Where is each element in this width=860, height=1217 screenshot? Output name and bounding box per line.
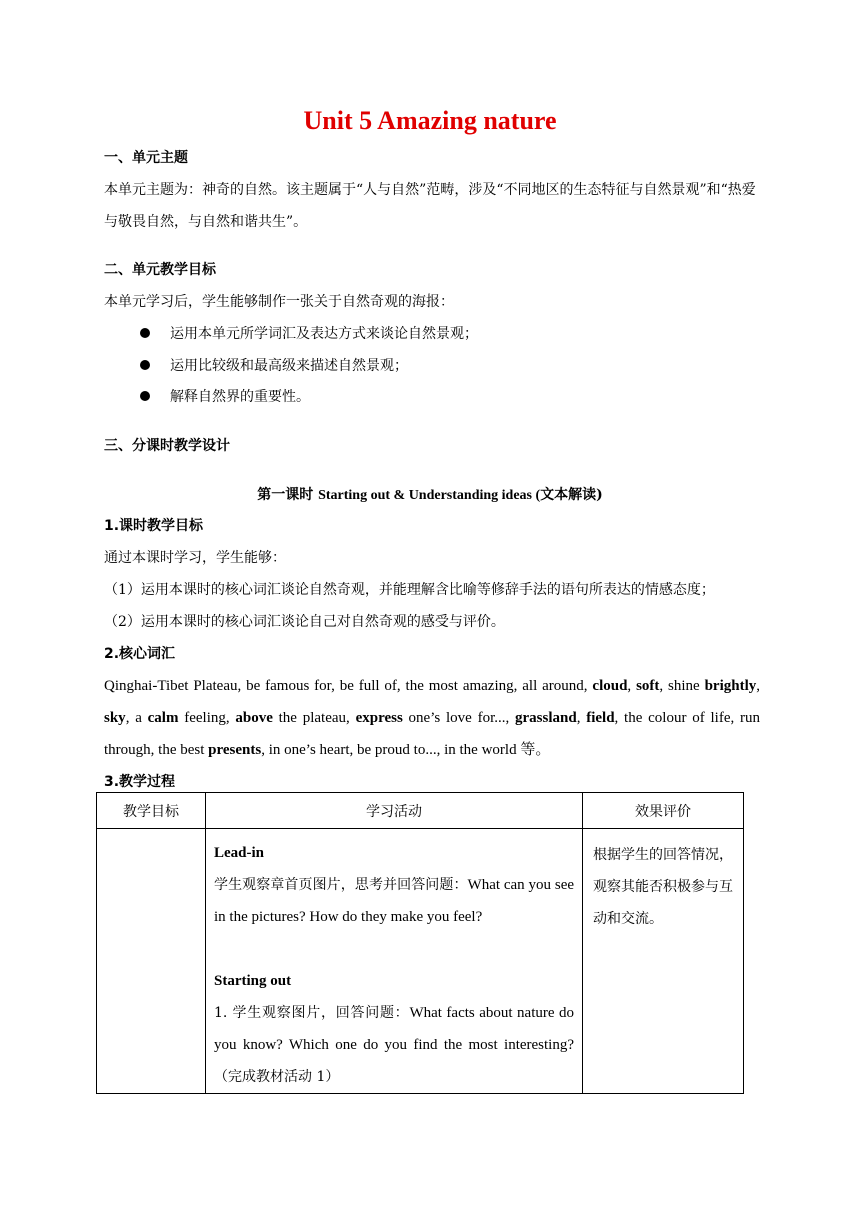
cell-goal xyxy=(97,829,206,1094)
column-header-activity: 学习活动 xyxy=(206,793,583,829)
goal-bullet-2: 运用比较级和最高级来描述自然景观； xyxy=(140,356,408,376)
column-header-evaluation: 效果评价 xyxy=(583,793,744,829)
process-heading: 3.教学过程 xyxy=(104,774,176,790)
column-header-goal: 教学目标 xyxy=(97,793,206,829)
theme-paragraph: 本单元主题为：神奇的自然。该主题属于“人与自然”范畴，涉及“不同地区的生态特征与自然景观”和“热爱与敬畏自然，与自然和谐共生”。 xyxy=(104,182,756,230)
vocab-keyword: soft xyxy=(636,678,660,694)
vocab-text: Qinghai-Tibet Plateau, be famous for, be full of, the most amazing, all around, xyxy=(104,678,593,694)
vocab-keyword: cloud xyxy=(592,678,628,694)
vocab-text: one’s love for..., xyxy=(402,710,515,726)
leadin-title: Lead-in xyxy=(214,845,265,861)
section-heading-design: 三、分课时教学设计 xyxy=(104,438,230,454)
vocab-keyword: calm xyxy=(147,710,179,726)
starting-out-title: Starting out xyxy=(214,973,292,989)
table-row xyxy=(97,829,744,1094)
bullet-dot-icon xyxy=(140,391,150,401)
vocab-text: feeling, xyxy=(178,710,236,726)
starting-out-text: 1. 学生观察图片，回答问题：What facts about nature do you know? Which one do you find the most interesting?（完成教材活动 1） xyxy=(214,1005,574,1085)
page-title: Unit 5 Amazing nature xyxy=(303,106,557,135)
vocab-heading: 2.核心词汇 xyxy=(104,646,176,662)
vocab-text: , xyxy=(756,678,760,694)
vocab-text: the plateau, xyxy=(272,710,356,726)
bullet-dot-icon xyxy=(140,328,150,338)
leadin-text: 学生观察章首页图片，思考并回答问题：What can you see in the pictures? How do they make you feel? xyxy=(214,877,575,925)
lesson-goal-2: （2）运用本课时的核心词汇谈论自己对自然奇观的感受与评价。 xyxy=(104,614,505,630)
goal-bullet-3: 解释自然界的重要性。 xyxy=(140,387,310,407)
goals-intro: 本单元学习后，学生能够制作一张关于自然奇观的海报： xyxy=(104,294,454,310)
vocab-keyword: above xyxy=(235,710,273,726)
vocab-keyword: brightly xyxy=(704,678,757,694)
vocab-text: , the colour of life, run through, the best xyxy=(104,710,760,758)
vocab-text: 等。 xyxy=(520,742,551,758)
vocab-text: , shine xyxy=(659,678,705,694)
cell-evaluation: 根据学生的回答情况，观察其能否积极参与互动和交流。 xyxy=(583,829,744,1094)
vocab-text: , xyxy=(627,678,637,694)
cell-activity xyxy=(206,829,583,1094)
goal-bullet-1: 运用本单元所学词汇及表达方式来谈论自然景观； xyxy=(140,324,478,344)
lesson-goals-heading: 1.课时教学目标 xyxy=(104,518,204,534)
process-table xyxy=(96,792,744,1094)
section-heading-goals: 二、单元教学目标 xyxy=(104,262,216,278)
vocab-text: , a xyxy=(125,710,148,726)
lesson-goals-intro: 通过本课时学习，学生能够： xyxy=(104,550,286,566)
vocab-keyword: sky xyxy=(104,710,126,726)
section-heading-theme: 一、单元主题 xyxy=(104,150,188,166)
table-header-row xyxy=(97,793,744,829)
vocab-text: , xyxy=(576,710,587,726)
vocab-keyword: grassland xyxy=(515,710,577,726)
vocab-keyword: presents xyxy=(208,742,262,758)
vocab-paragraph xyxy=(104,670,760,766)
bullet-dot-icon xyxy=(140,360,150,370)
vocab-keyword: express xyxy=(355,710,403,726)
vocab-text: , in one’s heart, be proud to..., in the world xyxy=(261,742,521,758)
vocab-keyword: field xyxy=(586,710,615,726)
lesson-title: 第一课时 Starting out & Understanding ideas (文本解读) xyxy=(257,487,603,503)
lesson-goal-1: （1）运用本课时的核心词汇谈论自然奇观，并能理解含比喻等修辞手法的语句所表达的情感态度； xyxy=(104,582,715,598)
